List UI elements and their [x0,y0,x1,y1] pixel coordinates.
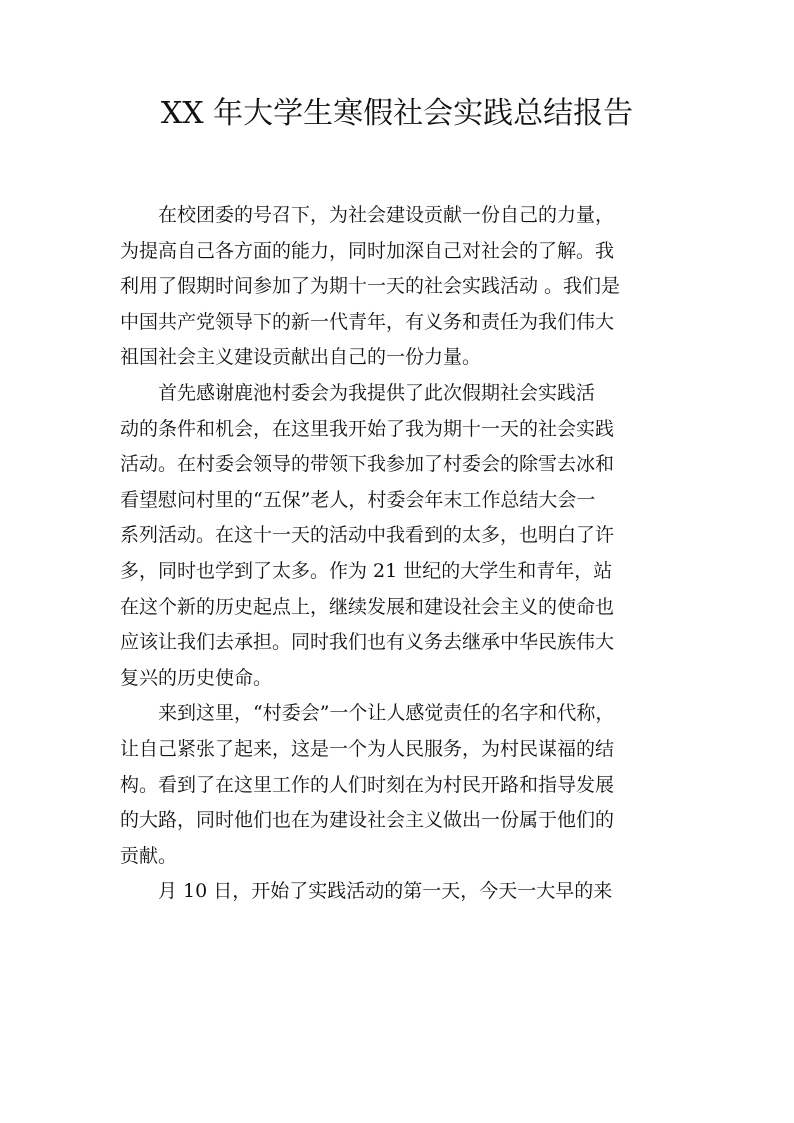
text-line: 首先感谢鹿池村委会为我提供了此次假期社会实践活 [158,381,596,404]
document-title: XX 年大学生寒假社会实践总结报告 [160,96,634,131]
text-line: 来到这里，“村委会”一个让人感觉责任的名字和代称， [158,702,615,725]
text-line: 动的条件和机会，在这里我开始了我为期十一天的社会实践 [120,417,615,440]
text-line: 的大路，同时他们也在为建设社会主义做出一份属于他们的 [120,809,615,832]
text-line: 为提高自己各方面的能力，同时加深自己对社会的了解。我 [120,239,615,262]
text-line: 应该让我们去承担。同时我们也有义务去继承中华民族伟大 [120,631,615,654]
text-line: 在校团委的号召下，为社会建设贡献一份自己的力量， [158,204,615,226]
text-line: 贡献。 [120,844,178,867]
text-line: 利用了假期时间参加了为期十一天的社会实践活动 。我们是 [120,275,621,298]
text-line: 让自己紧张了起来，这是一个为人民服务，为村民谋福的结 [120,737,615,760]
text-line: 祖国社会主义建设贡献出自己的一份力量。 [120,346,482,369]
paragraph-4 [120,874,680,910]
paragraph-2 [120,376,680,696]
text-line: 月 10 日，开始了实践活动的第一天，今天一大早的来 [158,880,613,903]
text-line: 多，同时也学到了太多。作为 21 世纪的大学生和青年，站 [120,559,613,582]
text-line: 在这个新的历史起点上，继续发展和建设社会主义的使命也 [120,595,615,618]
text-line: 复兴的历史使命。 [120,666,273,689]
text-line: 系列活动。在这十一天的活动中我看到的太多，也明白了许 [120,524,615,547]
text-line: 构。看到了在这里工作的人们时刻在为村民开路和指导发展 [120,773,615,796]
text-line: 看望慰问村里的“五保”老人，村委会年末工作总结大会一 [120,488,596,511]
text-line: 活动。在村委会领导的带领下我参加了村委会的除雪去冰和 [120,453,615,476]
paragraph-3 [120,696,680,874]
text-line: 中国共产党领导下的新一代青年，有义务和责任为我们伟大 [120,310,615,333]
paragraph-1 [120,198,680,376]
document-body [120,198,680,910]
